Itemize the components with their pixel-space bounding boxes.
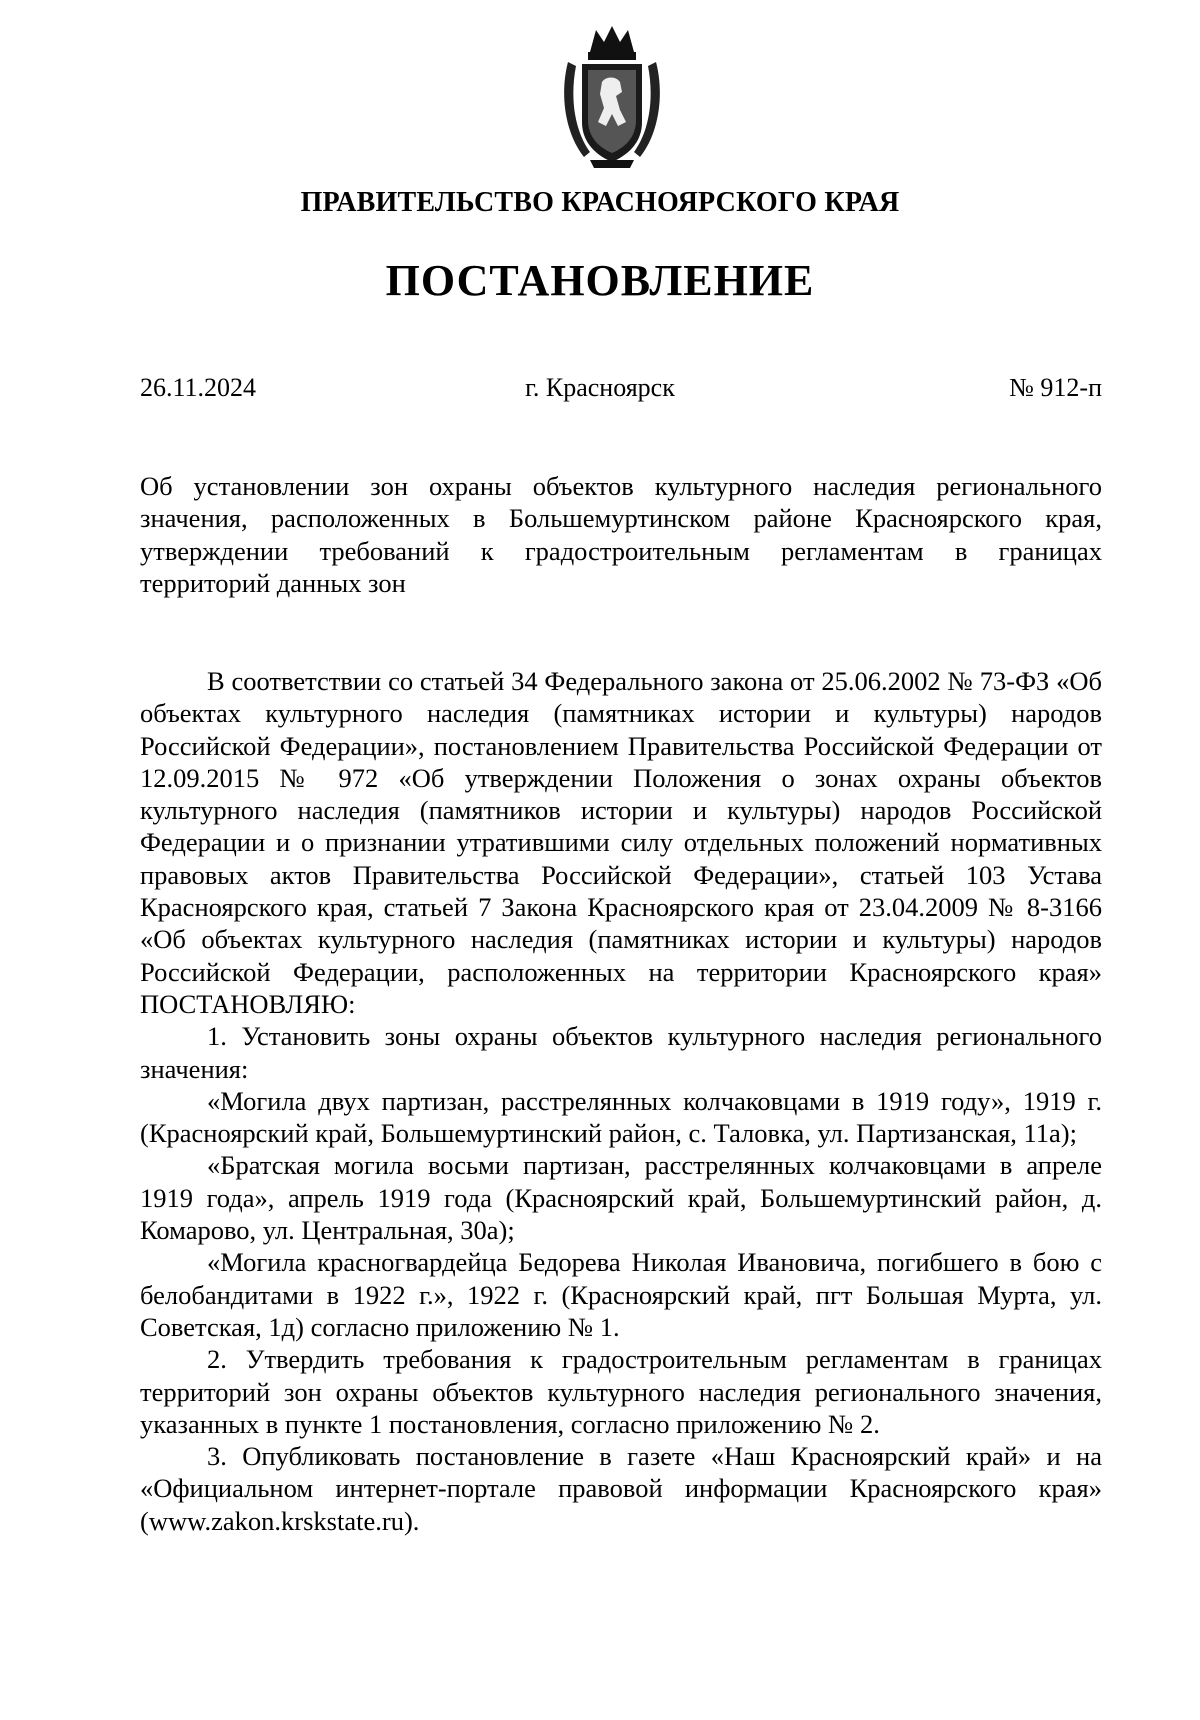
document-title xyxy=(140,470,1102,599)
item-1-paragraph: 1. Установить зоны охраны объектов культурного наследия регионального значения: xyxy=(140,1021,1102,1084)
heritage-object-3: «Могила красногвардейца Бедорева Николая Ивановича, погибшего в бою с белобандитами в 1922 г.», 1922 г. (Красноярский край, пгт Большая Мурта, ул. Советская, 1д) согласно приложению № 1. xyxy=(140,1247,1102,1342)
heritage-object-2: «Братская могила восьми партизан, расстрелянных колчаковцами в апреле 1919 года», апрель 1919 года (Красноярский край, Большемуртинский район, д. Комарово, ул. Центральная, 30а); xyxy=(140,1150,1102,1246)
title-line: значения, расположенных в Большемуртинском районе Красноярского края, xyxy=(140,503,1102,534)
document-city: г. Красноярск xyxy=(525,373,675,402)
item-2-paragraph: 2. Утвердить требования к градостроительным регламентам в границах территорий зон охраны объектов культурного наследия регионального значения, указанных в пункте 1 постановления, согласно приложению № 2. xyxy=(140,1344,1102,1439)
document-body xyxy=(140,665,1102,1537)
item-3-paragraph: 3. Опубликовать постановление в газете «Наш Красноярский край» и на «Официальном интернет-портале правовой информации Красноярского края» (www.zakon.krskstate.ru). xyxy=(140,1441,1102,1536)
title-line: Об установлении зон охраны объектов культурного наследия регионального xyxy=(140,471,1102,501)
document-type: ПОСТАНОВЛЕНИЕ xyxy=(385,256,815,305)
organization-name: ПРАВИТЕЛЬСТВО КРАСНОЯРСКОГО КРАЯ xyxy=(300,187,900,218)
coat-of-arms-icon xyxy=(560,22,664,172)
title-line: территорий данных зон xyxy=(140,567,406,598)
document-date: 26.11.2024 xyxy=(140,373,257,402)
title-line: утверждении требований к градостроительным регламентам в границах xyxy=(140,535,1102,566)
preamble-paragraph: В соответствии со статьей 34 Федерального закона от 25.06.2002 № 73-ФЗ «Об объектах культурного наследия (памятниках истории и культуры) народов Российской Федерации», постановлением Правительства Российской Федерации от 12.09.2015 № 972 «Об утверждении Положения о зонах охраны объектов культурного наследия (памятников истории и культуры) народов Российской Федерации и о признании утратившими силу отдельных положений нормативных правовых актов Правительства Российской Федерации», статьей 103 Устава Красноярского края, статьей 7 Закона Красноярского края от 23.04.2009 № 8-3166 «Об объектах культурного наследия (памятниках истории и культуры) народов Российской Федерации, расположенных на территории Красноярского края» ПОСТАНОВЛЯЮ: xyxy=(140,666,1102,1019)
document-number: № 912-п xyxy=(1009,373,1102,402)
heritage-object-1: «Могила двух партизан, расстрелянных колчаковцами в 1919 году», 1919 г. (Красноярский край, Большемуртинский район, с. Таловка, ул. Партизанская, 11а); xyxy=(140,1085,1102,1149)
